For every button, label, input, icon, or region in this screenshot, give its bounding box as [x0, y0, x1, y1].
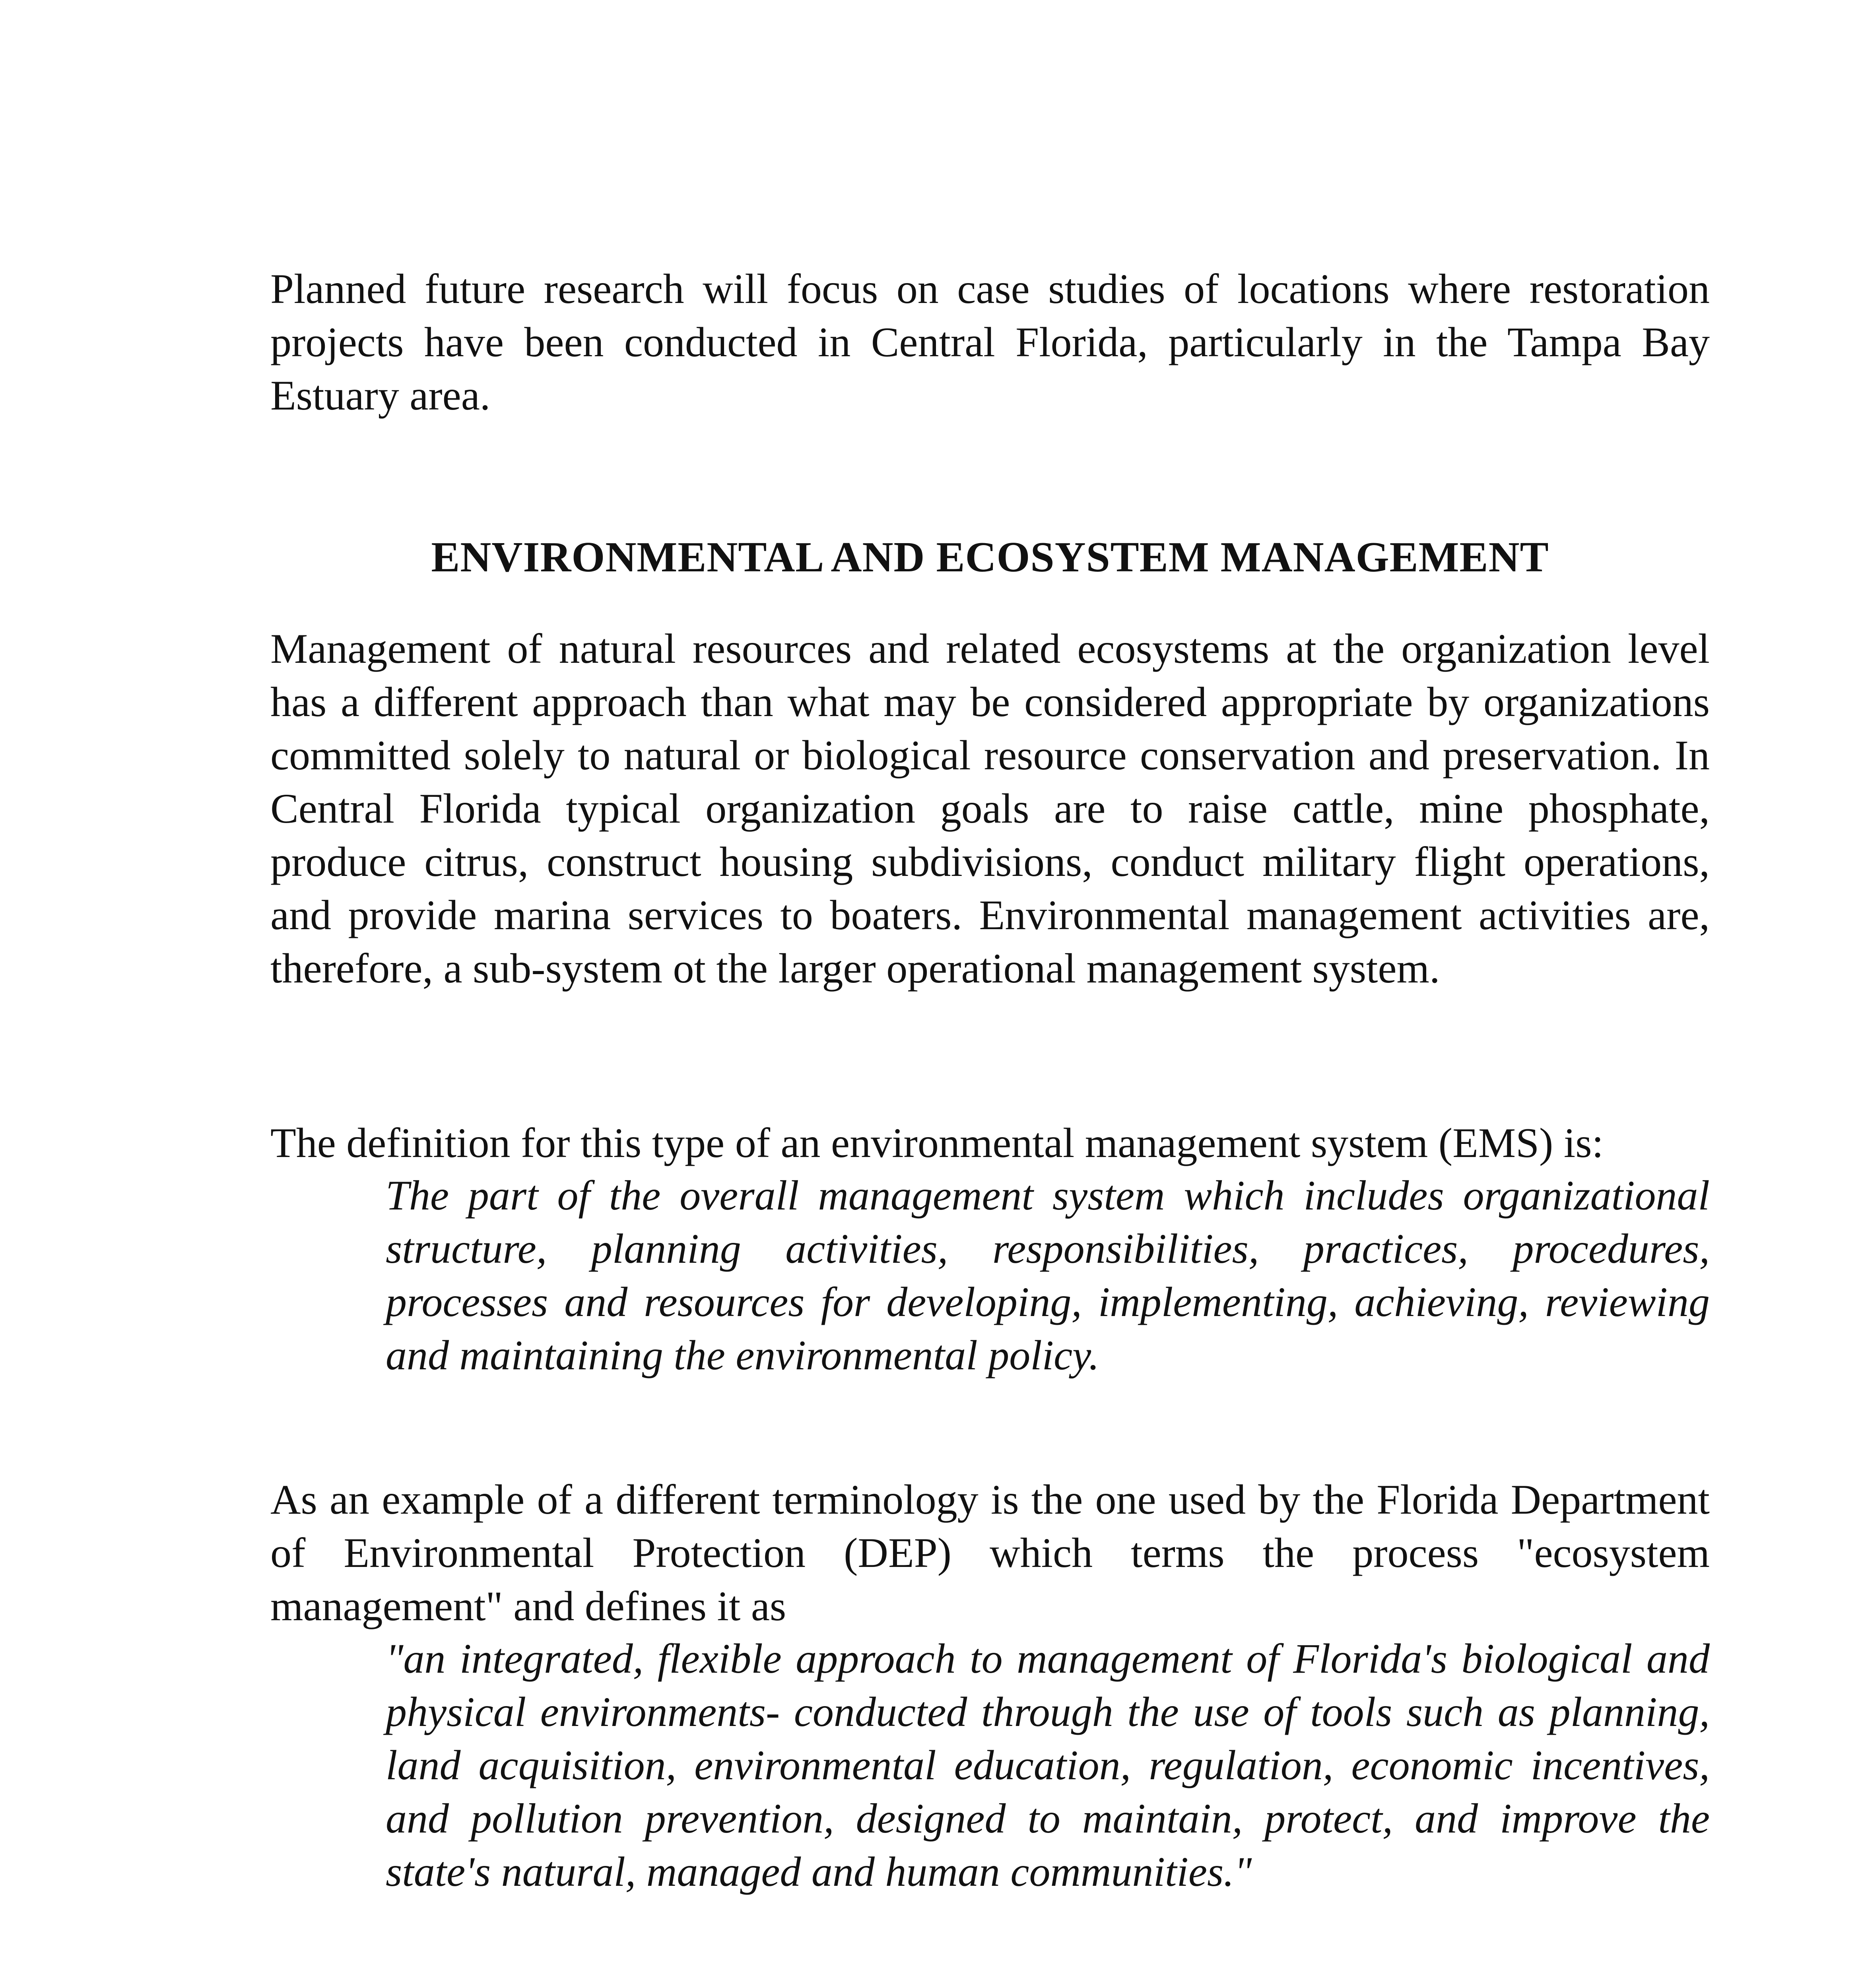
- section-heading: ENVIRONMENTAL AND ECOSYSTEM MANAGEMENT: [431, 534, 1549, 581]
- paragraph-resource-management: Management of natural resources and related ecosystems at the organization level has a different approach than what may be considered appropriate by organizations committed solely to natural or biological resource conservation and preservation. In Central Florida typical organization goals are to raise cattle, mine phosphate, produce citrus, construct housing subdivisions, conduct military flight operations, and provide marina services to boaters. Environmental management activities are, therefore, a sub-system ot the larger operational management system.: [270, 625, 1710, 992]
- paragraph-dep-example: As an example of a different terminology is the one used by the Florida Department of Environmental Protection (DEP) which terms the process "ecosystem management" and defines it as: [270, 1476, 1710, 1629]
- paragraph-future-research: Planned future research will focus on case studies of locations where restoration projects have been conducted in Central Florida, particularly in the Tampa Bay Estuary area.: [270, 266, 1710, 419]
- paragraph-ems-definition-intro: The definition for this type of an environmental management system (EMS) is:: [270, 1120, 1604, 1166]
- quote-ems-definition: The part of the overall management system which includes organizational structure, planning activities, responsibilities, practices, procedures, processes and resources for developing, implementing, achieving, reviewing and maintaining the environmental policy.: [386, 1172, 1710, 1378]
- quote-dep-definition: "an integrated, flexible approach to management of Florida's biological and physical environments- conducted through the use of tools such as planning, land acquisition, environmental education, regulation, economic incentives, and pollution prevention, designed to maintain, protect, and improve the state's natural, managed and human communities.": [386, 1635, 1710, 1895]
